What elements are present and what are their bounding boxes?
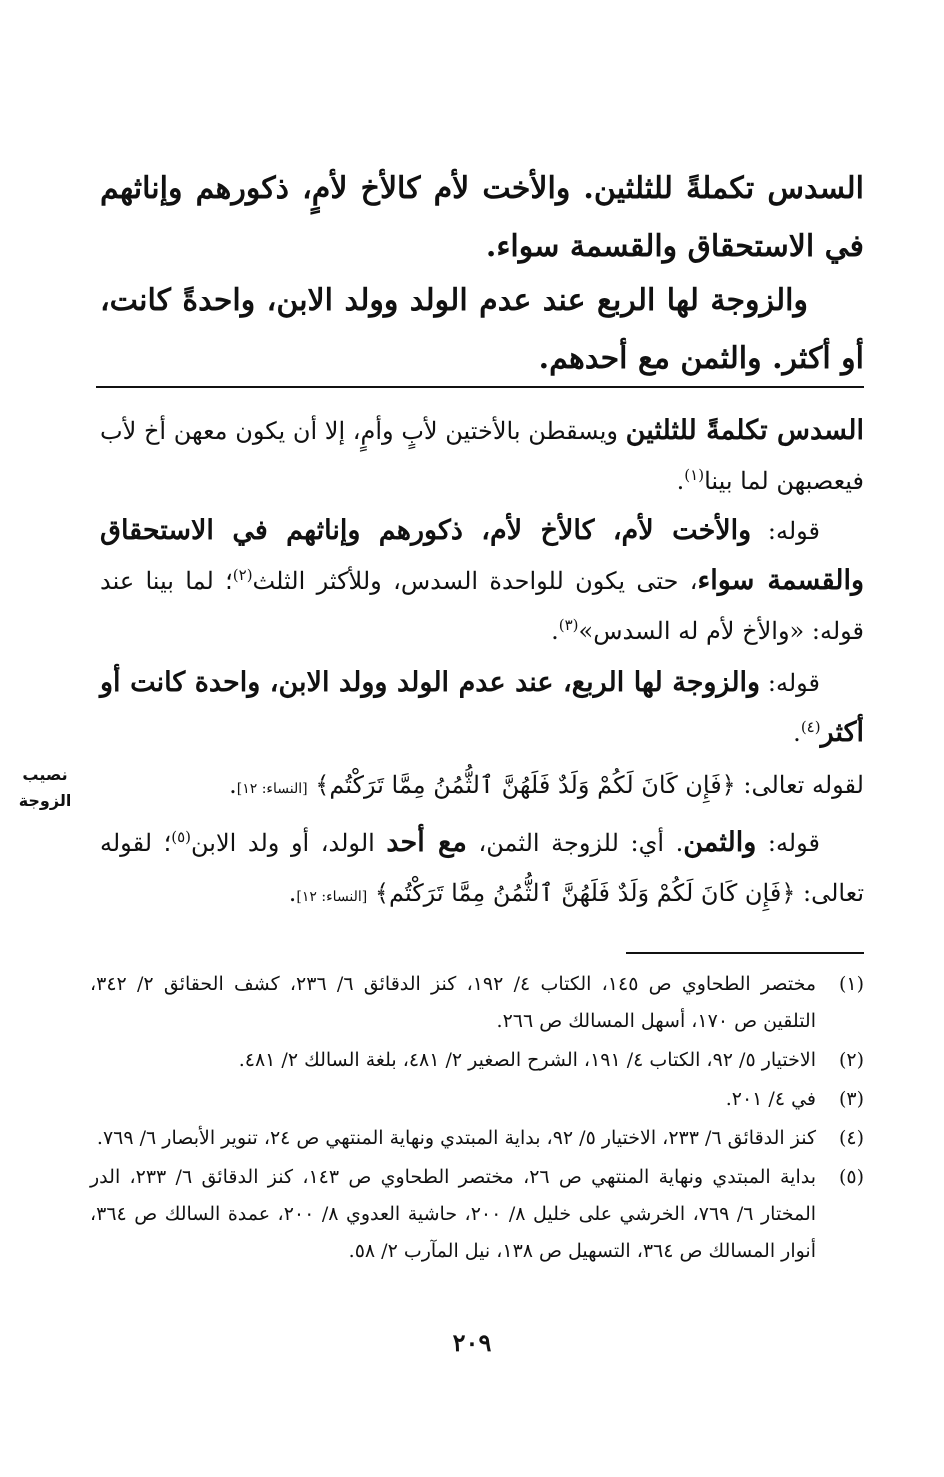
footnote-number: (٤) xyxy=(838,1127,864,1149)
commentary-text: ، حتى يكون للواحدة السدس، وللأكثر الثلث xyxy=(252,567,698,595)
commentary-text: . أي: للزوجة الثمن، xyxy=(466,829,684,857)
qawluhu-lead: قوله: xyxy=(760,669,820,697)
punctuation: . xyxy=(288,879,297,907)
ayah-reference: [النساء: ١٢] xyxy=(236,781,308,797)
separator-rule xyxy=(96,386,864,388)
qawluhu-lead: قوله: xyxy=(751,517,820,545)
footnote-item xyxy=(90,1159,864,1270)
footnote-ref: (٣) xyxy=(558,616,579,634)
footnote-text: بداية المبتدي ونهاية المنتهي ص ٢٦، مختصر الطحاوي ص ١٤٣، كنز الدقائق ٦/ ٢٣٣، الدر المختار ٦/ ٧٦٩، الخرشي على خليل ٨/ ٢٠٠، حاشية العدوي ٨/ ٢٠٠، عمدة السالك ص ٣٦٤، أنوار المسالك ص ٣٦٤، التسهيل ص ١٣٨، نيل المآرب ٢/ ٥٨. xyxy=(90,1166,817,1262)
commentary-text: لقوله تعالى: xyxy=(735,771,864,799)
footnote-item xyxy=(90,1081,864,1118)
footnote-item xyxy=(90,1042,864,1079)
qawluhu-lead: قوله: xyxy=(756,829,820,857)
footnote-number: (١) xyxy=(838,973,864,995)
punctuation: . xyxy=(551,617,559,645)
footnote-item xyxy=(90,966,864,1040)
punctuation: . xyxy=(229,771,237,799)
commentary-paragraph-5 xyxy=(100,818,864,922)
footnote-text: في ٤/ ٢٠١. xyxy=(725,1088,816,1110)
footnote-text: مختصر الطحاوي ص ١٤٥، الكتاب ٤/ ١٩٢، كنز الدقائق ٦/ ٢٣٦، كشف الحقائق ٢/ ٣٤٢، التلقين ص ١٧٠، أسهل المسالك ص ٢٦٦. xyxy=(90,973,817,1032)
footnote-ref: (١) xyxy=(684,466,705,484)
matn-paragraph-1: السدس تكملةً للثلثين. والأخت لأم كالأخ لأمٍ، ذكورهم وإناثهم في الاستحقاق والقسمة سواء. xyxy=(100,171,864,264)
commentary-text: ؛ لما بينا عند قوله: «والأخ لأم له السدس» xyxy=(100,567,864,645)
commentary-text: ؛ لقوله تعالى: xyxy=(100,829,864,907)
margin-note-line: نصيب xyxy=(22,765,68,784)
footnote-ref: (٥) xyxy=(171,828,192,846)
margin-note-line: الزوجة xyxy=(18,791,72,810)
footnotes xyxy=(90,966,864,1272)
quoted-matn: والأخت لأم، كالأخ لأم، ذكورهم وإناثهم في الاستحقاق والقسمة سواء xyxy=(100,515,865,596)
footnote-text: كنز الدقائق ٦/ ٢٣٣، الاختيار ٥/ ٩٢، بداية المبتدي ونهاية المنتهي ص ٢٤، تنوير الأبصار ٦/ ٧٦٩. xyxy=(96,1127,816,1149)
page-number: ٢٠٩ xyxy=(452,1328,492,1357)
footnote-number: (٢) xyxy=(838,1049,864,1071)
quoted-matn: مع أحد xyxy=(386,827,467,858)
footnote-ref: (٢) xyxy=(232,566,253,584)
commentary-text: الولد، أو ولد الابن xyxy=(191,829,387,857)
footnote-number: (٣) xyxy=(838,1088,864,1110)
quran-verse: ﴿فَإِن كَانَ لَكُمْ وَلَدٌ فَلَهُنَّ ٱلثُّمُنُ مِمَّا تَرَكْتُم﴾ xyxy=(374,879,796,907)
footnote-separator xyxy=(626,952,864,954)
commentary-paragraph-4 xyxy=(100,760,864,814)
footnote-ref: (٤) xyxy=(800,718,821,736)
quoted-matn: السدس تكلمةً للثلثين xyxy=(625,415,865,446)
commentary-text: ويسقطن بالأختين لأبٍ وأمٍ، إلا أن يكون معهن أخ لأب فيعصبهن لما بينا xyxy=(100,417,864,495)
commentary-paragraph-1 xyxy=(100,406,864,506)
punctuation: . xyxy=(793,719,801,747)
commentary-paragraph-2 xyxy=(100,506,864,656)
footnote-text: الاختيار ٥/ ٩٢، الكتاب ٤/ ١٩١، الشرح الصغير ٢/ ٤٨١، بلغة السالك ٢/ ٤٨١. xyxy=(238,1049,816,1071)
quran-verse: ﴿فَإِن كَانَ لَكُمْ وَلَدٌ فَلَهُنَّ ٱلثُّمُنُ مِمَّا تَرَكْتُم﴾ xyxy=(315,771,736,799)
punctuation: . xyxy=(676,467,685,495)
margin-note xyxy=(10,762,80,814)
quoted-matn: والزوجة لها الربع، عند عدم الولد وولد الابن، واحدة كانت أو أكثر xyxy=(100,667,864,748)
footnote-item xyxy=(90,1120,864,1157)
quoted-matn: والثمن xyxy=(683,827,757,858)
footnote-number: (٥) xyxy=(838,1166,864,1188)
matn-paragraph-2: والزوجة لها الربع عند عدم الولد وولد الابن، واحدةً كانت، أو أكثر. والثمن مع أحدهم. xyxy=(100,283,864,376)
commentary-paragraph-3 xyxy=(100,658,864,758)
ayah-reference: [النساء: ١٢] xyxy=(296,889,368,905)
